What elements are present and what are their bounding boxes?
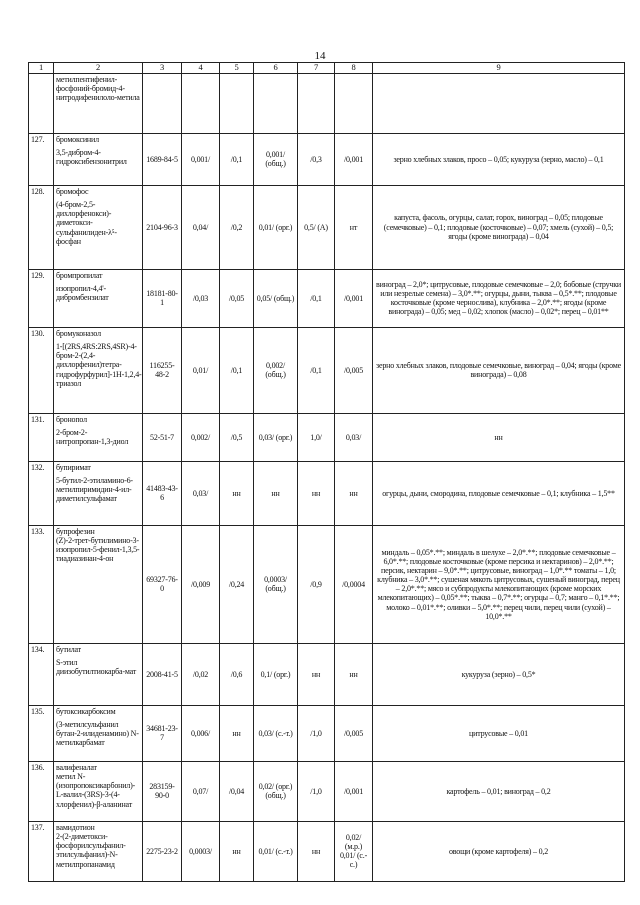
header-cell: 2 <box>54 63 143 74</box>
substance-cell <box>54 643 143 705</box>
value-col4: 0,03/ <box>182 461 220 525</box>
value-col8: нн <box>335 461 373 525</box>
cas-number: 1689-84-5 <box>143 133 182 185</box>
value-col5: /0,24 <box>220 525 254 643</box>
row-number: 135. <box>29 705 54 761</box>
value-col8: /0,001 <box>335 269 373 327</box>
row-number: 128. <box>29 185 54 269</box>
substance-cell <box>54 525 143 643</box>
value-col4: 0,01/ <box>182 327 220 413</box>
header-cell: 8 <box>335 63 373 74</box>
table-row <box>29 269 625 327</box>
value-col6: 0,03/ (орг.) <box>254 413 298 461</box>
value-col5: /0,04 <box>220 761 254 821</box>
row-number: 134. <box>29 643 54 705</box>
residue-limits: цитрусовые – 0,01 <box>373 705 625 761</box>
value-col8: /0,005 <box>335 327 373 413</box>
substance-synonym: S-этил диизобутилтиокарба-мат <box>56 657 137 677</box>
substance-synonym: (4-бром-2,5-дихлорфенокси)-диметокси-сульфанилиден-λ⁵-фосфан <box>56 199 117 246</box>
table-row <box>29 133 625 185</box>
value-col7: /1,0 <box>298 705 335 761</box>
value-col8: 0,02/ (м.р.) 0,01/ (с.-с.) <box>335 821 373 881</box>
cas-number: 18181-80-1 <box>143 269 182 327</box>
value-col4: /0,03 <box>182 269 220 327</box>
row-number: 136. <box>29 761 54 821</box>
substance-synonym: 3,5-дибром-4-гидроксибензонитрил <box>56 147 127 167</box>
row-number: 133. <box>29 525 54 643</box>
value-col5: /0,5 <box>220 413 254 461</box>
row-number: 131. <box>29 413 54 461</box>
value-col7: /0,9 <box>298 525 335 643</box>
substance-name: вамидотион <box>56 822 95 832</box>
residue-limits: капуста, фасоль, огурцы, салат, горох, виноград – 0,05; плодовые (семечковые) – 0,1; плодовые (косточковые) – 0,07; хмель (сухой) – 0,5; ягоды (кроме винограда) – 0,04 <box>373 185 625 269</box>
value-col4: /0,02 <box>182 643 220 705</box>
value-col7: нн <box>298 643 335 705</box>
table-row <box>29 821 625 881</box>
table-row <box>29 761 625 821</box>
value-col5: /0,1 <box>220 327 254 413</box>
row-number: 127. <box>29 133 54 185</box>
cas-number: 52-51-7 <box>143 413 182 461</box>
value-col8: /0,0004 <box>335 525 373 643</box>
table-row <box>29 185 625 269</box>
value-col6: нн <box>254 461 298 525</box>
table-row <box>29 327 625 413</box>
substance-synonym: метил N-(изопропоксикарбонил)-L-валил-(3RS)-3-(4-хлорфенил)-β-аланинат <box>56 771 136 809</box>
cas-number: 116255-48-2 <box>143 327 182 413</box>
table-header-row <box>29 63 625 74</box>
value-col6: 0,02/ (орг.) (общ.) <box>254 761 298 821</box>
substance-name: бромуконазол <box>56 328 101 338</box>
value-col5: нн <box>220 461 254 525</box>
residue-limits: зерно хлебных злаков, плодовые семечковые, виноград – 0,04; ягоды (кроме винограда) – 0,08 <box>373 327 625 413</box>
substance-name: бупиримат <box>56 462 91 472</box>
cas-number: 283159-90-0 <box>143 761 182 821</box>
header-cell: 5 <box>220 63 254 74</box>
substance-synonym: 5-бутил-2-этиламино-6-метилпиримидин-4-ил-диметилсульфамат <box>56 475 133 504</box>
value-col4: 0,006/ <box>182 705 220 761</box>
row-number <box>29 73 54 133</box>
value-col6 <box>254 73 298 133</box>
value-col5: /0,6 <box>220 643 254 705</box>
value-col8: /0,001 <box>335 133 373 185</box>
value-col5 <box>220 73 254 133</box>
residue-limits: виноград – 2,0*; цитрусовые, плодовые семечковые – 2,0; бобовые (стручки или незрелые семена) – 3,0*.**; огурцы, дыни, тыква – 0,5*.**; плодовые косточковые (кроме чернослива), клубника – 2,0*.**; ягоды (кроме винограда) – 0,05; мед – 0,02; хлопок (масло) – 0,02*; перец – 0,01** <box>373 269 625 327</box>
value-col7: 0,5/ (А) <box>298 185 335 269</box>
substance-name: бронопол <box>56 414 87 424</box>
row-number: 132. <box>29 461 54 525</box>
header-cell: 9 <box>373 63 625 74</box>
substance-synonym: изопропил-4,4'-дибромбензилат <box>56 283 109 303</box>
value-col6: 0,01/ (с.-т.) <box>254 821 298 881</box>
value-col7: /0,1 <box>298 269 335 327</box>
value-col4: 0,002/ <box>182 413 220 461</box>
substance-name: бромофос <box>56 186 89 196</box>
value-col7: 1,0/ <box>298 413 335 461</box>
value-col8: нт <box>335 185 373 269</box>
substance-synonym: 2-бром-2-нитропропан-1,3-диол <box>56 427 129 447</box>
substance-cell <box>54 461 143 525</box>
substance-name: бромпропилат <box>56 270 103 280</box>
header-cell: 1 <box>29 63 54 74</box>
substance-synonym: метилпентифенил-фосфоний-бромид-4-нитродифенилоло-метила <box>56 74 140 103</box>
value-col6: 0,01/ (орг.) <box>254 185 298 269</box>
substance-synonym: 2-(2-диметокси-фосфорилсульфанил-этилсульфанил)-N-метилпропанамид <box>56 831 126 869</box>
residue-limits: картофель – 0,01; виноград – 0,2 <box>373 761 625 821</box>
table-row <box>29 73 625 133</box>
row-number: 130. <box>29 327 54 413</box>
substance-synonym: 1-[(2RS,4RS:2RS,4SR)-4-бром-2-(2,4-дихлорфенил)тетра-гидрофурфурил]-1Н-1,2,4-триазол <box>56 341 142 388</box>
substance-cell <box>54 821 143 881</box>
page-number: 14 <box>314 50 326 62</box>
substance-cell <box>54 269 143 327</box>
substance-cell <box>54 327 143 413</box>
cas-number: 2104-96-3 <box>143 185 182 269</box>
value-col6: 0,1/ (орг.) <box>254 643 298 705</box>
cas-number: 69327-76-0 <box>143 525 182 643</box>
residue-limits: нн <box>373 413 625 461</box>
value-col5: /0,2 <box>220 185 254 269</box>
value-col6: 0,03/ (с.-т.) <box>254 705 298 761</box>
residue-limits: миндаль – 0,05*.**; миндаль в шелухе – 2,0*.**; плодовые семечковые – 6,0*.**; плодовые косточковые (кроме персика и нектаринов) – 2,0*.**; персик, нектарин – 9,0*.**; цитрусовые, виноград – 1,0*.** томаты – 1,0; клубника – 3,0*.**; сушеная мякоть цитрусовых, сушеный виноград, перец – 2,0*.**; мясо и субпродукты млекопитающих (кроме морских млекопитающих) – 0,05*.**; тыква – 0,7*.**; огурцы – 0,7; манго – 0,1*.**; молоко – 0,01*.**; оливки – 5,0*.**; перец чили, перец чили (сухой) – 10,0*.** <box>373 525 625 643</box>
residue-limits: кукуруза (зерно) – 0,5* <box>373 643 625 705</box>
header-cell: 3 <box>143 63 182 74</box>
value-col4: 0,001/ <box>182 133 220 185</box>
table-row <box>29 705 625 761</box>
value-col4: 0,07/ <box>182 761 220 821</box>
table-row <box>29 413 625 461</box>
value-col6: 0,001/ (общ.) <box>254 133 298 185</box>
value-col5: нн <box>220 705 254 761</box>
value-col6: 0,002/ (общ.) <box>254 327 298 413</box>
value-col8 <box>335 73 373 133</box>
value-col7: /0,3 <box>298 133 335 185</box>
substance-cell <box>54 413 143 461</box>
substance-cell <box>54 73 143 133</box>
cas-number: 34681-23-7 <box>143 705 182 761</box>
value-col7: /1,0 <box>298 761 335 821</box>
substance-cell <box>54 761 143 821</box>
table-row <box>29 525 625 643</box>
value-col8: нн <box>335 643 373 705</box>
header-cell: 4 <box>182 63 220 74</box>
cas-number: 2008-41-5 <box>143 643 182 705</box>
table-row <box>29 643 625 705</box>
substance-name: бутоксикарбоксим <box>56 706 116 716</box>
row-number: 129. <box>29 269 54 327</box>
value-col7: нн <box>298 821 335 881</box>
value-col8: /0,005 <box>335 705 373 761</box>
header-cell: 6 <box>254 63 298 74</box>
substance-cell <box>54 185 143 269</box>
value-col4: 0,0003/ <box>182 821 220 881</box>
residue-limits: огурцы, дыни, смородина, плодовые семечковые – 0,1; клубника – 1,5** <box>373 461 625 525</box>
header-cell: 7 <box>298 63 335 74</box>
value-col7: /0,1 <box>298 327 335 413</box>
cas-number <box>143 73 182 133</box>
value-col7: нн <box>298 461 335 525</box>
value-col8: 0,03/ <box>335 413 373 461</box>
regulation-table <box>28 62 625 882</box>
value-col4 <box>182 73 220 133</box>
substance-name: бутилат <box>56 644 81 654</box>
substance-name: валифеналат <box>56 762 97 772</box>
substance-name: бупрофезин <box>56 526 95 536</box>
substance-synonym: (3-метилсульфанил бутан-2-илиденамино) N-метилкарбамат <box>56 719 139 748</box>
residue-limits: зерно хлебных злаков, просо – 0,05; кукуруза (зерно, масло) – 0,1 <box>373 133 625 185</box>
residue-limits <box>373 73 625 133</box>
substance-synonym: (Z)-2-трет-бутилимино-3-изопропил-5-фенил-1,3,5-тиадиазинан-4-он <box>56 535 140 564</box>
value-col7 <box>298 73 335 133</box>
value-col5: /0,05 <box>220 269 254 327</box>
value-col6: 0,0003/ (общ.) <box>254 525 298 643</box>
residue-limits: овощи (кроме картофеля) – 0,2 <box>373 821 625 881</box>
cas-number: 2275-23-2 <box>143 821 182 881</box>
value-col5: нн <box>220 821 254 881</box>
value-col4: /0,009 <box>182 525 220 643</box>
value-col8: /0,001 <box>335 761 373 821</box>
substance-cell <box>54 133 143 185</box>
table-row <box>29 461 625 525</box>
cas-number: 41483-43-6 <box>143 461 182 525</box>
substance-cell <box>54 705 143 761</box>
row-number: 137. <box>29 821 54 881</box>
value-col4: 0,04/ <box>182 185 220 269</box>
substance-name: бромоксинил <box>56 134 99 144</box>
value-col6: 0,05/ (общ.) <box>254 269 298 327</box>
value-col5: /0,1 <box>220 133 254 185</box>
